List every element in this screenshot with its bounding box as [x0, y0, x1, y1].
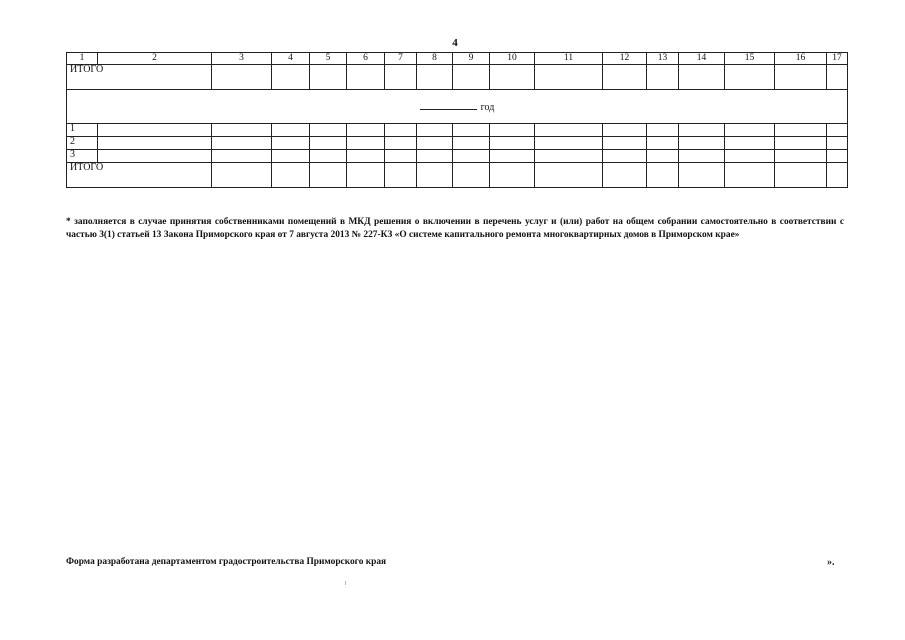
table-cell — [490, 137, 535, 150]
column-header: 5 — [310, 53, 347, 65]
table-cell — [490, 163, 535, 188]
table-cell — [725, 150, 775, 163]
table-cell — [453, 137, 490, 150]
table-cell — [453, 150, 490, 163]
table-cell — [679, 150, 725, 163]
column-header: 16 — [775, 53, 827, 65]
column-header: 2 — [98, 53, 212, 65]
table-cell — [679, 124, 725, 137]
table-row — [67, 137, 848, 150]
capital-repair-table — [66, 52, 848, 188]
table-cell — [385, 124, 417, 137]
table-cell — [679, 65, 725, 90]
column-header: 8 — [417, 53, 453, 65]
row-number: 2 — [67, 137, 98, 150]
table-cell — [535, 163, 603, 188]
table-cell — [417, 163, 453, 188]
total-label: ИТОГО — [67, 163, 212, 188]
table-cell — [647, 163, 679, 188]
table-row — [67, 124, 848, 137]
table-cell — [417, 137, 453, 150]
table-cell — [310, 124, 347, 137]
table-cell — [272, 65, 310, 90]
total-row — [67, 163, 848, 188]
column-header: 4 — [272, 53, 310, 65]
year-row — [67, 90, 848, 124]
column-header: 17 — [827, 53, 848, 65]
table-cell — [535, 137, 603, 150]
table-cell — [827, 163, 848, 188]
table-cell — [212, 124, 272, 137]
table-cell — [603, 124, 647, 137]
footer-note: Форма разработана департаментом градостроительства Приморского края — [66, 557, 387, 567]
column-header: 15 — [725, 53, 775, 65]
table-cell — [827, 65, 848, 90]
table-cell — [775, 124, 827, 137]
table-cell — [725, 65, 775, 90]
table-cell — [725, 124, 775, 137]
table-cell — [453, 124, 490, 137]
table-cell — [347, 65, 385, 90]
table-cell — [647, 124, 679, 137]
table-cell — [775, 163, 827, 188]
column-header: 6 — [347, 53, 385, 65]
table-cell — [535, 124, 603, 137]
column-header: 3 — [212, 53, 272, 65]
year-blank-line — [420, 100, 477, 110]
table-cell — [535, 65, 603, 90]
column-number-row — [67, 53, 848, 65]
table-cell — [725, 137, 775, 150]
year-cell — [67, 90, 848, 124]
total-row — [67, 65, 848, 90]
table-cell — [272, 163, 310, 188]
year-label: год — [480, 102, 495, 113]
row-number: 1 — [67, 124, 98, 137]
column-header: 10 — [490, 53, 535, 65]
table-cell — [725, 163, 775, 188]
column-header: 7 — [385, 53, 417, 65]
table-cell — [347, 150, 385, 163]
table-cell — [417, 65, 453, 90]
table-cell — [98, 137, 212, 150]
table-cell — [827, 150, 848, 163]
table-cell — [310, 163, 347, 188]
table-cell — [212, 150, 272, 163]
table-cell — [272, 150, 310, 163]
column-header: 11 — [535, 53, 603, 65]
table-cell — [385, 137, 417, 150]
table-cell — [535, 150, 603, 163]
column-header: 14 — [679, 53, 725, 65]
table-cell — [310, 65, 347, 90]
table-cell — [417, 150, 453, 163]
table-cell — [347, 137, 385, 150]
table-cell — [827, 137, 848, 150]
table-cell — [98, 150, 212, 163]
table-cell — [453, 65, 490, 90]
table-cell — [385, 163, 417, 188]
column-header: 1 — [67, 53, 98, 65]
column-header: 12 — [603, 53, 647, 65]
total-label: ИТОГО — [67, 65, 212, 90]
table-cell — [347, 163, 385, 188]
table-row — [67, 150, 848, 163]
table-cell — [347, 124, 385, 137]
table-cell — [310, 150, 347, 163]
table-cell — [385, 65, 417, 90]
table-cell — [490, 65, 535, 90]
table-cell — [310, 137, 347, 150]
table-cell — [679, 137, 725, 150]
footnote: * заполняется в случае принятия собственниками помещений в МКД решения о включении в перечень услуг и (или) работ на общем собрании самостоятельно в соответствии с частью 3(1) статьей 13 Закона Приморского края от 7 августа 2013 № 227-КЗ «О системе капитального ремонта многоквартирных домов в Приморском крае» — [66, 217, 844, 240]
table-cell — [679, 163, 725, 188]
table-cell — [98, 124, 212, 137]
table-cell — [603, 65, 647, 90]
table-cell — [272, 124, 310, 137]
table-cell — [775, 65, 827, 90]
table-cell — [453, 163, 490, 188]
table-cell — [775, 137, 827, 150]
table-cell — [490, 124, 535, 137]
closing-quote-mark: ». — [827, 557, 835, 568]
row-number: 3 — [67, 150, 98, 163]
table-cell — [647, 65, 679, 90]
table-cell — [490, 150, 535, 163]
table-cell — [827, 124, 848, 137]
scan-artifact-mark — [345, 581, 346, 585]
table-cell — [212, 163, 272, 188]
table-cell — [647, 137, 679, 150]
column-header: 13 — [647, 53, 679, 65]
table-cell — [417, 124, 453, 137]
table-cell — [385, 150, 417, 163]
table-cell — [603, 137, 647, 150]
column-header: 9 — [453, 53, 490, 65]
table-cell — [212, 137, 272, 150]
table-cell — [212, 65, 272, 90]
table-cell — [603, 163, 647, 188]
table-cell — [775, 150, 827, 163]
table-cell — [272, 137, 310, 150]
table-cell — [603, 150, 647, 163]
page-number: 4 — [452, 37, 458, 49]
table-cell — [647, 150, 679, 163]
